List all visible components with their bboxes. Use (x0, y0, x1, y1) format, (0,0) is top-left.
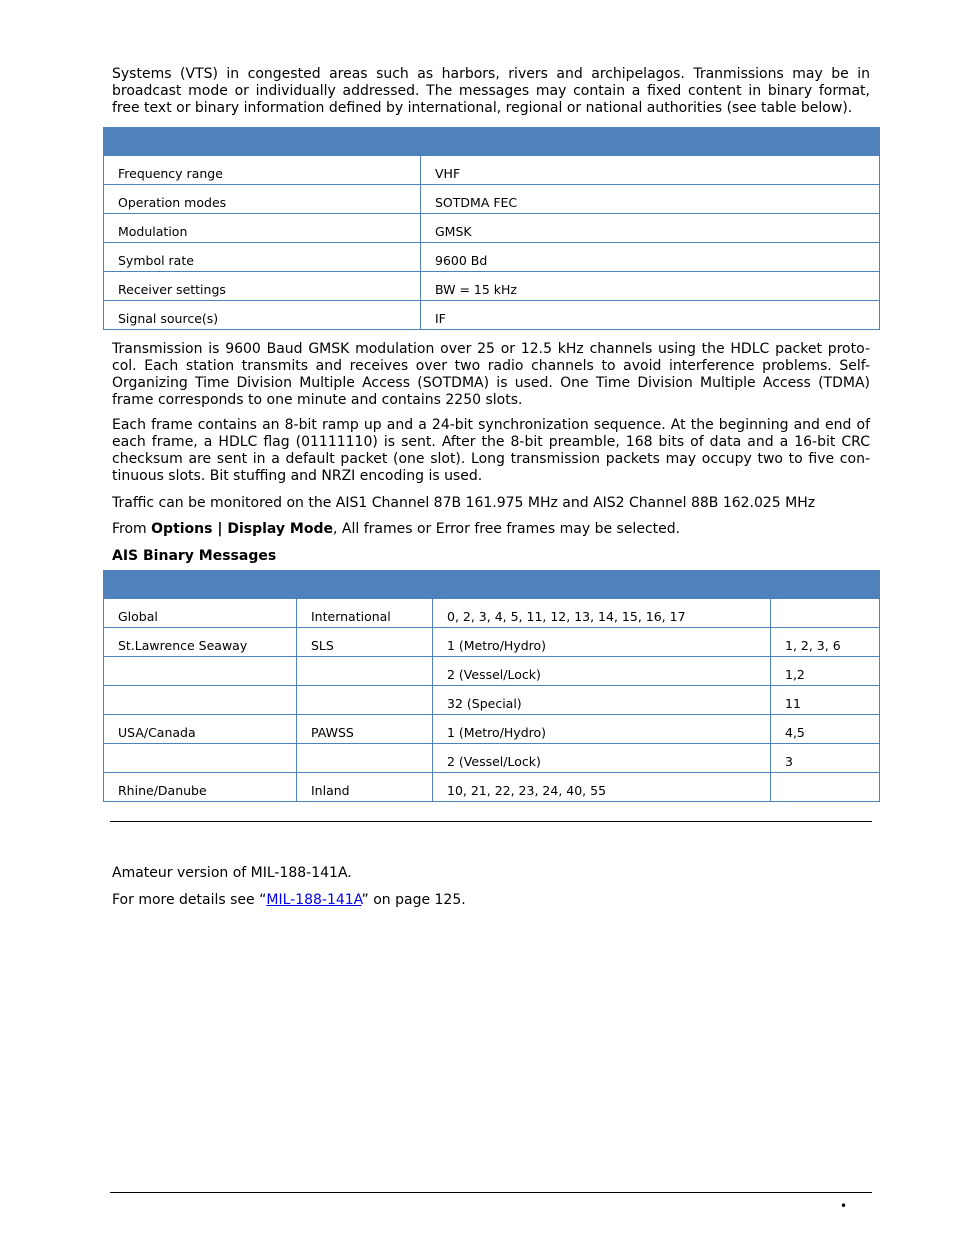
table-row (104, 214, 880, 243)
table-row (104, 657, 880, 686)
table-cell: 9600 Bd (421, 243, 880, 272)
table-cell: IF (421, 301, 880, 330)
table-row (104, 744, 880, 773)
table-cell: Receiver settings (104, 272, 421, 301)
table-cell: 0, 2, 3, 4, 5, 11, 12, 13, 14, 15, 16, 17 (433, 599, 771, 628)
table-cell: 1 (Metro/Hydro) (433, 715, 771, 744)
table-cell: St.Lawrence Seaway (104, 628, 297, 657)
table-row (104, 156, 880, 185)
table-row (104, 243, 880, 272)
table-cell: Rhine/Danube (104, 773, 297, 802)
table-cell (104, 686, 297, 715)
table-row (104, 301, 880, 330)
table-cell: 4,5 (771, 715, 880, 744)
table-cell: Signal source(s) (104, 301, 421, 330)
table-cell: Symbol rate (104, 243, 421, 272)
table-cell (297, 744, 433, 773)
table-cell: International (297, 599, 433, 628)
footer-divider (110, 1192, 872, 1193)
table-row (104, 272, 880, 301)
table-cell: Frequency range (104, 156, 421, 185)
table-cell: Operation modes (104, 185, 421, 214)
table-cell: 1 (Metro/Hydro) (433, 628, 771, 657)
table-cell: Inland (297, 773, 433, 802)
options-paragraph (112, 521, 870, 538)
table-cell: VHF (421, 156, 880, 185)
table-row (104, 686, 880, 715)
table-cell: 1,2 (771, 657, 880, 686)
amateur-paragraph: Amateur version of MIL-188-141A. (112, 865, 352, 881)
table-row (104, 715, 880, 744)
table-cell: GMSK (421, 214, 880, 243)
transmission-paragraph: Transmission is 9600 Baud GMSK modulation over 25 or 12.5 kHz channels using the HDLC packet proto-col. Each station transmits and receives over two radio channels to avoid interference problems. Self-Organizing Time Division Multiple Access (SOTDMA) is used. One Time Division Multiple Access (TDMA) frame corresponds to one minute and contains 2250 slots. (112, 341, 870, 408)
table-row (104, 185, 880, 214)
table-row (104, 628, 880, 657)
traffic-paragraph: Traffic can be monitored on the AIS1 Channel 87B 161.975 MHz and AIS2 Channel 88B 162.025 MHz (112, 495, 816, 511)
table-cell (297, 686, 433, 715)
table-cell: BW = 15 kHz (421, 272, 880, 301)
binary-messages-heading: AIS Binary Messages (112, 548, 277, 564)
table-cell (297, 657, 433, 686)
table-cell (104, 744, 297, 773)
table-cell: SLS (297, 628, 433, 657)
frame-paragraph: Each frame contains an 8-bit ramp up and a 24-bit synchronization sequence. At the beginning and end of each frame, a HDLC flag (01111110) is sent. After the 8-bit preamble, 168 bits of data and a 16-bit CRC checksum are sent in a default packet (one slot). Long transmission packets may occupy two to five con-tinuous slots. Bit stuffing and NRZI encoding is used. (112, 417, 870, 484)
binary-messages-table (103, 570, 880, 802)
specification-table (103, 127, 880, 330)
table-row (104, 773, 880, 802)
table-cell: USA/Canada (104, 715, 297, 744)
table-cell: 11 (771, 686, 880, 715)
table-cell: 3 (771, 744, 880, 773)
section-divider (110, 821, 872, 822)
binary-table-header (104, 571, 880, 599)
table-cell: 32 (Special) (433, 686, 771, 715)
table-cell (771, 773, 880, 802)
spec-table-header (104, 128, 880, 156)
details-paragraph (112, 892, 870, 909)
mil-188-141a-link[interactable]: MIL-188-141A (266, 892, 362, 908)
table-row (104, 599, 880, 628)
table-cell: PAWSS (297, 715, 433, 744)
table-cell: 1, 2, 3, 6 (771, 628, 880, 657)
table-cell: SOTDMA FEC (421, 185, 880, 214)
table-cell: 2 (Vessel/Lock) (433, 657, 771, 686)
table-cell: 10, 21, 22, 23, 24, 40, 55 (433, 773, 771, 802)
intro-paragraph: Systems (VTS) in congested areas such as harbors, rivers and archipelagos. Tranmissions may be in broadcast mode or individually addressed. The messages may contain a fixed content in binary format, free text or binary information defined by international, regional or national authorities (see table below). (112, 66, 870, 116)
footer-bullet: • (840, 1199, 848, 1213)
table-cell (771, 599, 880, 628)
options-suffix: , All frames or Error free frames may be selected. (333, 521, 681, 537)
table-cell: Global (104, 599, 297, 628)
options-prefix: From (112, 521, 152, 537)
table-cell: 2 (Vessel/Lock) (433, 744, 771, 773)
table-cell: Modulation (104, 214, 421, 243)
table-cell (104, 657, 297, 686)
options-menu-path: Options | Display Mode (151, 521, 333, 537)
details-suffix: ” on page 125. (361, 892, 466, 908)
details-prefix: For more details see “ (112, 892, 267, 908)
